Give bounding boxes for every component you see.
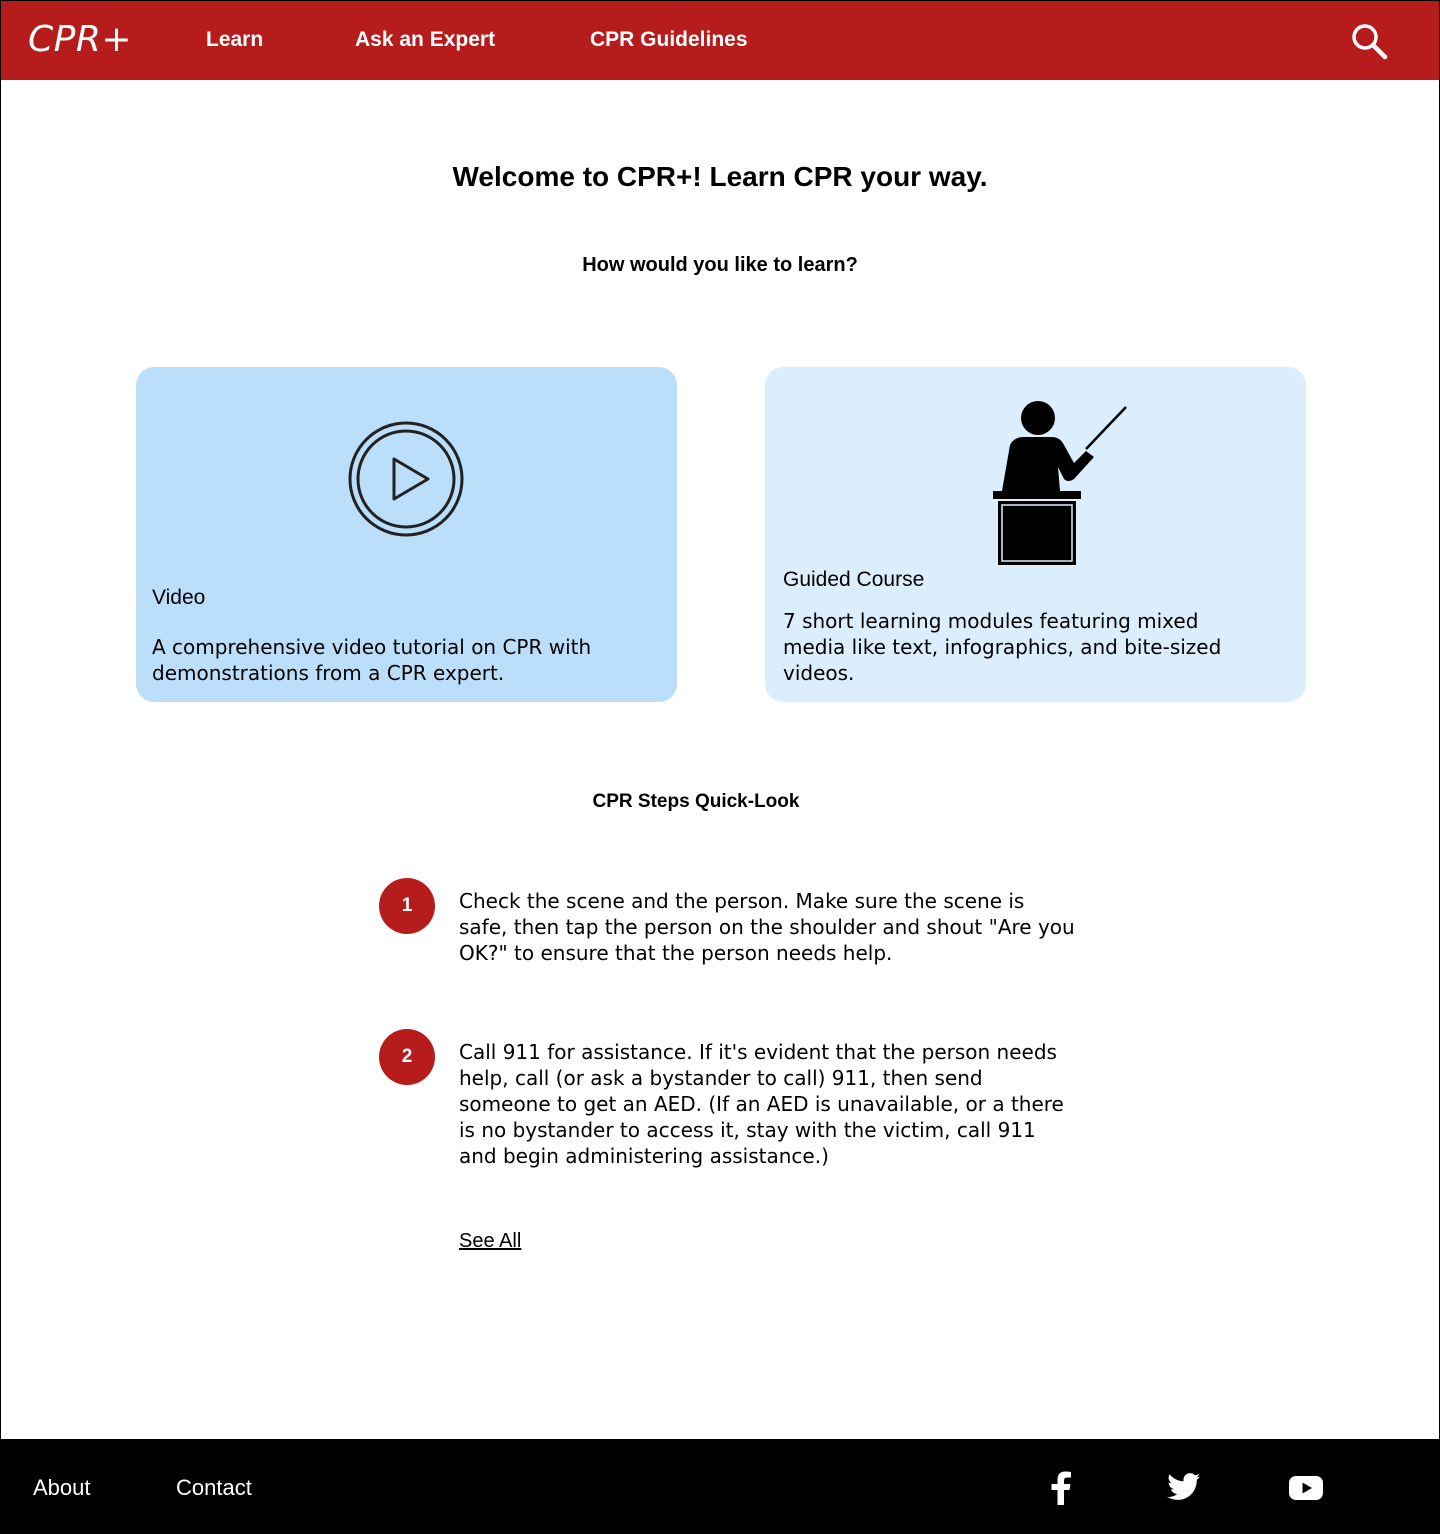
nav-cpr-guidelines[interactable]: CPR Guidelines (590, 28, 748, 51)
twitter-link[interactable] (1167, 1473, 1201, 1506)
video-card[interactable] (136, 367, 677, 702)
see-all-link[interactable]: See All (459, 1230, 522, 1252)
footer-about-link[interactable]: About (33, 1475, 91, 1500)
youtube-icon (1289, 1475, 1323, 1501)
facebook-icon (1050, 1471, 1072, 1505)
step-text: Check the scene and the person. Make sure the scene is safe, then tap the person on the shoulder and shout "Are you OK?" to ensure that the person needs help. (459, 889, 1075, 965)
youtube-link[interactable] (1289, 1475, 1323, 1506)
twitter-icon (1167, 1473, 1201, 1501)
guided-course-card-title: Guided Course (783, 568, 925, 591)
step-text: Call 911 for assistance. If it's evident that the person needs help, call (or ask a bystander to call) 911, then send someone to get an AED. (If an AED is unavailable, or a there is no bystander to access it, stay with the victim, call 911 and begin administering assistance.) (459, 1040, 1064, 1168)
footer (1, 1439, 1439, 1534)
page-subtitle: How would you like to learn? (582, 254, 858, 276)
guided-course-card[interactable] (765, 367, 1306, 702)
search-icon (1351, 23, 1389, 61)
top-nav-bar (1, 1, 1439, 80)
play-circle-icon (348, 421, 464, 542)
footer-contact-link[interactable]: Contact (176, 1475, 252, 1500)
page-title: Welcome to CPR+! Learn CPR your way. (452, 161, 988, 192)
step-number-badge: 1 (379, 878, 435, 934)
logo[interactable]: CPR+ (28, 19, 133, 60)
teacher-podium-icon (990, 399, 1130, 574)
steps-heading: CPR Steps Quick-Look (592, 791, 800, 812)
nav-learn[interactable]: Learn (206, 28, 264, 51)
video-card-title: Video (152, 586, 206, 609)
guided-course-card-description: 7 short learning modules featuring mixed media like text, infographics, and bite-sized videos. (783, 609, 1222, 685)
step-number-badge: 2 (379, 1029, 435, 1085)
facebook-link[interactable] (1050, 1471, 1072, 1510)
video-card-description: A comprehensive video tutorial on CPR with demonstrations from a CPR expert. (152, 635, 592, 685)
nav-ask-an-expert[interactable]: Ask an Expert (355, 28, 496, 51)
search-button[interactable] (1351, 23, 1389, 61)
